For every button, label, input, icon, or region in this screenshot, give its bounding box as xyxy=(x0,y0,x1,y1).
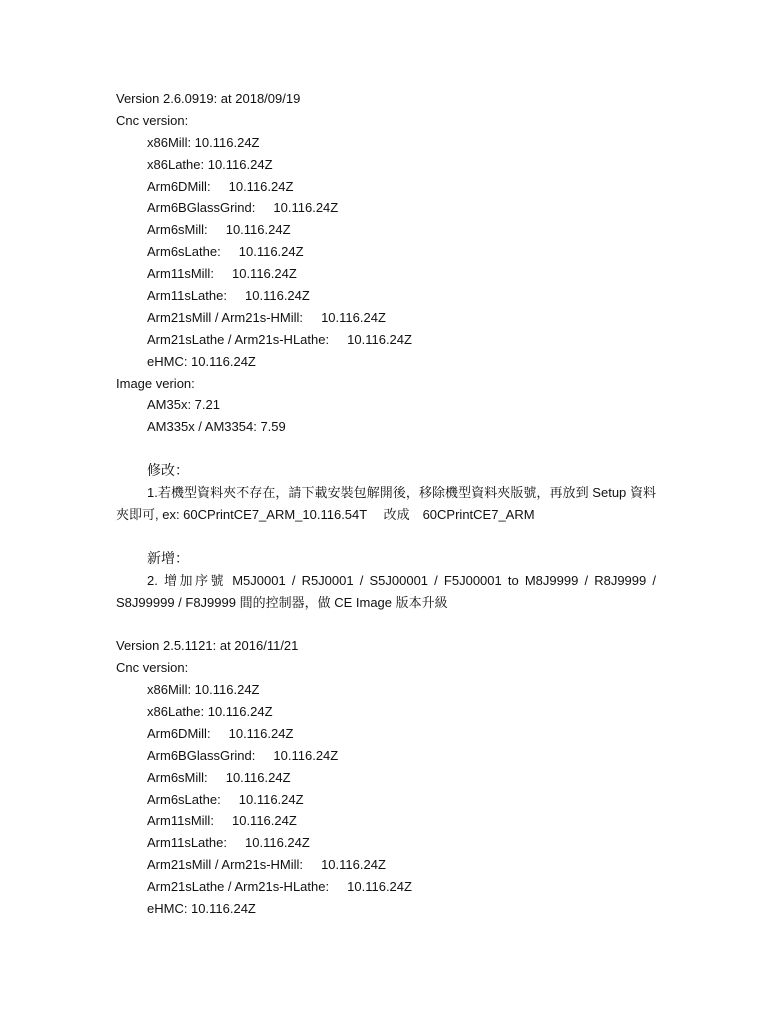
cnc-version-list xyxy=(116,132,656,373)
cnc-version-label: Cnc version: xyxy=(116,660,189,676)
cnc-version-list xyxy=(116,679,656,920)
list-item: Arm21sLathe / Arm21s-HLathe: 10.116.24Z xyxy=(147,879,412,895)
add-paragraph: 2. 增加序號 M5J0001 / R5J0001 / S5J00001 / F5J00001 to M8J9999 / R8J9999 / S8J99999 / F8J9999 間的控制器，做 CE Image 版本升級 xyxy=(116,572,656,610)
add-heading: 新增： xyxy=(147,549,189,566)
list-item: Arm6BGlassGrind: 10.116.24Z xyxy=(147,747,339,763)
list-item: Arm6sLathe: 10.116.24Z xyxy=(147,244,304,260)
version-header: Version 2.6.0919: at 2018/09/19 xyxy=(116,91,301,106)
list-item: x86Mill: 10.116.24Z xyxy=(147,134,260,150)
list-item: eHMC: 10.116.24Z xyxy=(147,353,256,369)
list-item: AM35x: 7.21 xyxy=(147,397,220,413)
spacer xyxy=(116,438,656,460)
spacer xyxy=(116,526,656,548)
list-item: Arm6DMill: 10.116.24Z xyxy=(147,178,294,194)
list-item: Arm11sLathe: 10.116.24Z xyxy=(147,835,310,851)
version-header: Version 2.5.1121: at 2016/11/21 xyxy=(116,638,299,654)
list-item: Arm6sMill: 10.116.24Z xyxy=(147,222,291,238)
list-item: x86Lathe: 10.116.24Z xyxy=(147,156,273,172)
list-item: AM335x / AM3354: 7.59 xyxy=(147,419,286,435)
modify-paragraph: 1.若機型資料夾不存在，請下載安裝包解開後，移除機型資料夾版號，再放到 Setup 資料夾即可, ex: 60CPrintCE7_ARM_10.116.54T 改成 60CPrintCE7_ARM xyxy=(116,485,656,522)
image-version-label: Image verion: xyxy=(116,375,195,391)
cnc-version-label: Cnc version: xyxy=(116,112,189,128)
spacer xyxy=(116,613,656,635)
list-item: Arm11sMill: 10.116.24Z xyxy=(147,266,297,282)
list-item: Arm11sLathe: 10.116.24Z xyxy=(147,288,310,304)
list-item: Arm6sLathe: 10.116.24Z xyxy=(147,791,304,807)
list-item: Arm6BGlassGrind: 10.116.24Z xyxy=(147,200,339,216)
list-item: Arm21sLathe / Arm21s-HLathe: 10.116.24Z xyxy=(147,331,412,347)
image-version-list xyxy=(116,394,656,438)
list-item: Arm11sMill: 10.116.24Z xyxy=(147,813,297,829)
list-item: eHMC: 10.116.24Z xyxy=(147,901,256,917)
list-item: Arm21sMill / Arm21s-HMill: 10.116.24Z xyxy=(147,857,386,873)
list-item: x86Mill: 10.116.24Z xyxy=(147,682,260,698)
list-item: Arm6DMill: 10.116.24Z xyxy=(147,725,294,741)
list-item: x86Lathe: 10.116.24Z xyxy=(147,704,273,719)
list-item: Arm6sMill: 10.116.24Z xyxy=(147,769,291,785)
document-page xyxy=(116,88,656,920)
modify-heading: 修改： xyxy=(147,462,189,479)
list-item: Arm21sMill / Arm21s-HMill: 10.116.24Z xyxy=(147,309,386,325)
